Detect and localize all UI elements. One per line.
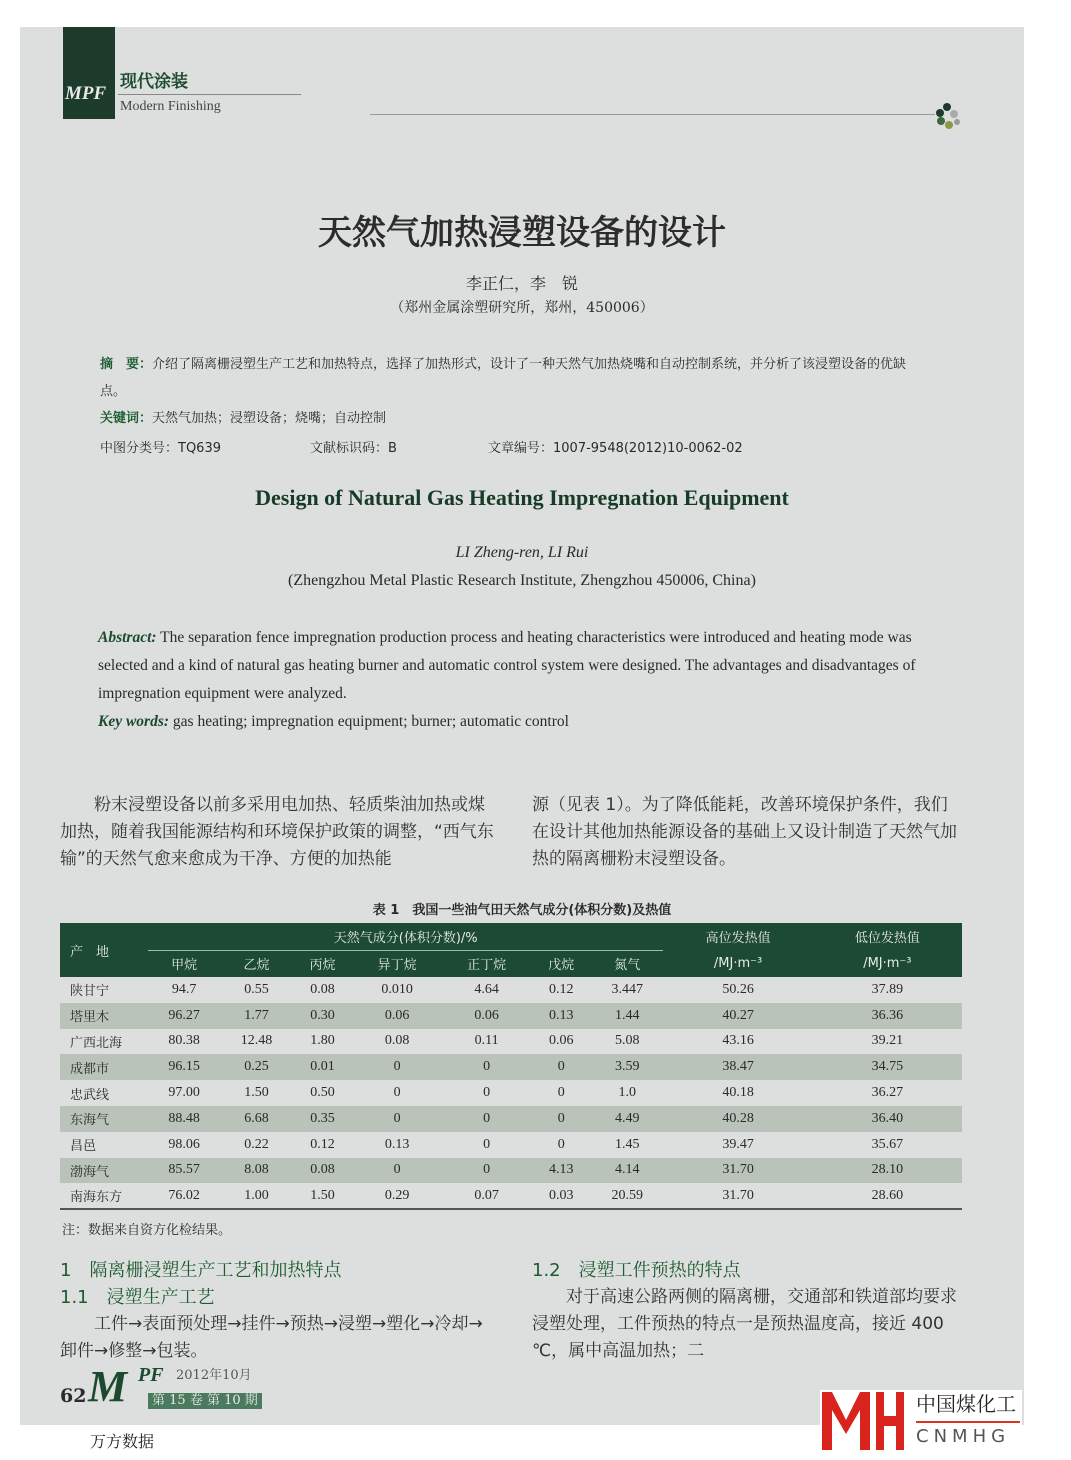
- section-1-2-heading: 1.2 浸塑工件预热的特点: [532, 1260, 741, 1281]
- table-cell: 0: [393, 1059, 401, 1075]
- table-cell: 31.70: [722, 1187, 754, 1203]
- section-1-2-text: 对于高速公路两侧的隔离栅，交通部和铁道部均要求浸塑处理，工件预热的特点一是预热温度高，接近 400 ℃，属中高温加热；二: [532, 1287, 957, 1361]
- table-cell: 0.010: [381, 981, 413, 997]
- col-component: 异丁烷: [377, 958, 417, 974]
- col-component: 丙烷: [309, 958, 336, 974]
- english-authors: LI Zheng-ren, LI Rui: [455, 544, 589, 561]
- table-row: [60, 1029, 962, 1055]
- watermark-text-en: CNMHG: [916, 1426, 1011, 1447]
- table-cell: 36.40: [871, 1110, 904, 1126]
- table-cell: 50.26: [722, 981, 754, 997]
- watermark-logo-icon: [820, 1390, 904, 1452]
- table-row: [60, 1003, 962, 1029]
- table-cell: 96.27: [168, 1007, 200, 1023]
- table-cell: 0: [483, 1085, 491, 1101]
- table-cell: 96.15: [168, 1059, 200, 1075]
- table-cell: 39.21: [871, 1033, 904, 1049]
- table-cell: 0: [393, 1085, 401, 1101]
- col-component: 甲烷: [171, 958, 198, 974]
- table-cell: 0: [393, 1162, 401, 1178]
- table-cell: 40.28: [722, 1110, 754, 1126]
- table-cell: 85.57: [168, 1162, 200, 1178]
- table-cell: 0.12: [310, 1136, 335, 1152]
- col-group-composition: 天然气成分(体积分数)/%: [148, 923, 663, 950]
- table-cell: 1.44: [615, 1007, 640, 1023]
- table-row: [60, 1054, 962, 1080]
- table-cell: 39.47: [722, 1136, 754, 1152]
- table-row: [60, 1132, 962, 1158]
- gas-composition-table: [60, 923, 962, 1210]
- table-cell: 20.59: [611, 1187, 644, 1203]
- table-cell: 38.47: [722, 1059, 754, 1075]
- table-cell: 0.29: [384, 1187, 410, 1203]
- table-cell: 0.03: [549, 1187, 574, 1203]
- table-cell: 28.10: [871, 1162, 904, 1178]
- table-cell: 4.64: [474, 981, 499, 997]
- table-cell: 0: [483, 1059, 491, 1075]
- en-abstract-text: The separation fence impregnation production process and heating characteristics were introduced and heating mode was selected and a kind of natural gas heating burner and automatic control system were designed. The advantages and disadvantages of impregnation equipment were analyzed.: [98, 629, 916, 702]
- table-cell: 40.27: [722, 1007, 754, 1023]
- table-cell: 34.75: [871, 1059, 904, 1075]
- intro-column-2: 源（见表 1）。为了降低能耗，改善环境保护条件，我们在设计其他加热能源设备的基础上又设计制造了天然气加热的隔离栅粉末浸塑设备。: [532, 795, 957, 869]
- section-1-heading: 1 隔离栅浸塑生产工艺和加热特点: [60, 1260, 342, 1281]
- table-cell: 5.08: [615, 1033, 640, 1049]
- table-cell: 0: [393, 1110, 401, 1126]
- en-abstract-label: Abstract:: [98, 629, 157, 646]
- table-cell: 97.00: [168, 1085, 200, 1101]
- cell-origin: 忠武线: [70, 1087, 110, 1103]
- cell-origin: 陕甘宁: [70, 984, 110, 1000]
- table-cell: 0.25: [244, 1059, 269, 1075]
- table-cell: 0.22: [244, 1136, 269, 1152]
- intro-column-1: 粉末浸塑设备以前多采用电加热、轻质柴油加热或煤加热，随着我国能源结构和环境保护政策的调整，“西气东输”的天然气愈来愈成为干净、方便的加热能: [60, 795, 494, 869]
- table-cell: 12.48: [240, 1033, 273, 1049]
- col-component: 正丁烷: [467, 958, 507, 974]
- table-row: [60, 1106, 962, 1132]
- table-cell: 6.68: [244, 1110, 269, 1126]
- cell-origin: 南海东方: [70, 1190, 123, 1206]
- table-cell: 1.80: [310, 1033, 335, 1049]
- source-label: 万方数据: [90, 1432, 155, 1451]
- table-cell: 8.08: [244, 1162, 269, 1178]
- footer-logo-pf: PF: [138, 1364, 164, 1386]
- table-cell: 0: [557, 1085, 565, 1101]
- table-cell: 1.00: [244, 1187, 269, 1203]
- col-origin: 产 地: [70, 944, 110, 960]
- table-cell: 0.01: [310, 1059, 335, 1075]
- table-cell: 0: [483, 1110, 491, 1126]
- english-affiliation: (Zhengzhou Metal Plastic Research Institute, Zhengzhou 450006, China): [288, 572, 756, 589]
- watermark-divider: [916, 1421, 1020, 1423]
- cell-origin: 成都市: [70, 1061, 110, 1077]
- table-cell: 3.447: [611, 981, 644, 997]
- table-cell: 0.13: [549, 1007, 574, 1023]
- article-number: 文章编号：1007-9548(2012)10-0062-02: [488, 441, 743, 456]
- table-cell: 36.36: [871, 1007, 904, 1023]
- watermark: [820, 1390, 1022, 1452]
- table-row: [60, 1158, 962, 1184]
- table-cell: 0.35: [310, 1110, 335, 1126]
- table-cell: 0.12: [549, 981, 574, 997]
- table-cell: 0.11: [474, 1033, 499, 1049]
- table-row: [60, 1080, 962, 1106]
- keywords-label: 关键词：: [100, 411, 153, 426]
- table-cell: 98.06: [168, 1136, 200, 1152]
- table-cell: 0.30: [310, 1007, 335, 1023]
- table-cell: 0: [557, 1110, 565, 1126]
- abstract-label: 摘 要：: [100, 357, 153, 372]
- section-1-1-text: 工件→表面预处理→挂件→预热→浸塑→塑化→冷却→卸件→修整→包装。: [60, 1314, 483, 1361]
- table-cell: 35.67: [871, 1136, 904, 1152]
- en-keywords-label: Key words:: [98, 713, 170, 730]
- table-cell: 1.50: [310, 1187, 335, 1203]
- col-component: 戊烷: [548, 958, 575, 974]
- table-cell: 43.16: [722, 1033, 754, 1049]
- table-cell: 0.13: [384, 1136, 410, 1152]
- journal-logo-block: [63, 27, 115, 119]
- english-abstract: [98, 624, 928, 736]
- table-cell: 0.55: [244, 981, 269, 997]
- divider: [118, 94, 301, 95]
- article-title: 天然气加热浸塑设备的设计: [318, 213, 726, 253]
- col-component: 乙烷: [243, 958, 270, 974]
- col-hhv: 高位发热值: [705, 931, 771, 946]
- issue-date: 2012年10月: [176, 1368, 252, 1383]
- col-hhv-unit: /MJ·m⁻³: [713, 956, 763, 971]
- col-lhv-unit: /MJ·m⁻³: [863, 956, 912, 971]
- table-cell: 4.49: [615, 1110, 640, 1126]
- abstract-text: 介绍了隔离栅浸塑生产工艺和加热特点，选择了加热形式，设计了一种天然气加热烧嘴和自动控制系统，并分析了该浸塑设备的优缺点。: [100, 357, 907, 399]
- journal-name-en: Modern Finishing: [120, 99, 221, 114]
- section-1-1-heading: 1.1 浸塑生产工艺: [60, 1287, 215, 1308]
- english-title: Design of Natural Gas Heating Impregnation Equipment: [255, 485, 789, 510]
- table-cell: 4.13: [549, 1162, 574, 1178]
- table-caption: 表 1 我国一些油气田天然气成分(体积分数)及热值: [372, 903, 672, 918]
- table-cell: 0.06: [384, 1007, 410, 1023]
- table-cell: 0: [483, 1162, 491, 1178]
- en-keywords-text: gas heating; impregnation equipment; burner; automatic control: [169, 713, 569, 730]
- cell-origin: 东海气: [70, 1113, 110, 1129]
- table-cell: 1.0: [618, 1085, 637, 1101]
- authors: 李正仁，李 锐: [465, 274, 578, 293]
- table-cell: 4.14: [615, 1162, 640, 1178]
- table-cell: 3.59: [615, 1059, 640, 1075]
- table-cell: 0.08: [384, 1033, 410, 1049]
- cell-origin: 渤海气: [70, 1164, 110, 1180]
- divider: [370, 114, 935, 115]
- table-cell: 0.08: [310, 1162, 335, 1178]
- table-cell: 1.77: [244, 1007, 269, 1023]
- footer-logo-m: M: [88, 1362, 128, 1411]
- table-cell: 36.27: [871, 1085, 904, 1101]
- table-row: [60, 1183, 962, 1209]
- table-cell: 0.06: [549, 1033, 574, 1049]
- table-cell: 88.48: [168, 1110, 200, 1126]
- cell-origin: 广西北海: [70, 1035, 123, 1051]
- clc-number: 中图分类号：TQ639: [100, 441, 221, 456]
- col-lhv: 低位发热值: [854, 931, 920, 946]
- keywords-text: 天然气加热；浸塑设备；烧嘴；自动控制: [152, 411, 387, 426]
- table-cell: 76.02: [168, 1187, 200, 1203]
- journal-name-cn: 现代涂装: [120, 72, 188, 92]
- table-cell: 0.50: [310, 1085, 335, 1101]
- table-cell: 37.89: [871, 981, 904, 997]
- abstract-cn: [100, 351, 930, 432]
- table-cell: 94.7: [171, 981, 197, 997]
- table-cell: 31.70: [722, 1162, 754, 1178]
- table-row: [60, 977, 962, 1003]
- journal-abbr: MPF: [65, 83, 107, 104]
- watermark-text-cn: 中国煤化工: [916, 1392, 1016, 1416]
- table-cell: 0.07: [474, 1187, 499, 1203]
- page-number: 62: [60, 1385, 87, 1407]
- table-cell: 1.50: [244, 1085, 269, 1101]
- cell-origin: 塔里木: [70, 1010, 110, 1026]
- decorative-dots-icon: [935, 102, 965, 130]
- issue-volume: 第 15 卷 第 10 期: [148, 1393, 262, 1409]
- table-cell: 0: [557, 1059, 565, 1075]
- document-code: 文献标识码：B: [310, 441, 397, 456]
- table-cell: 40.18: [722, 1085, 754, 1101]
- table-cell: 0.06: [474, 1007, 499, 1023]
- col-component: 氮气: [614, 958, 641, 974]
- cell-origin: 昌邑: [70, 1139, 97, 1155]
- table-cell: 0: [483, 1136, 491, 1152]
- table-cell: 0: [557, 1136, 565, 1152]
- table-cell: 1.45: [615, 1136, 640, 1152]
- journal-page: [20, 27, 1024, 1425]
- table-cell: 80.38: [168, 1033, 200, 1049]
- table-note: 注：数据来自资方化检结果。: [62, 1223, 232, 1238]
- table-cell: 28.60: [871, 1187, 904, 1203]
- affiliation: （郑州金属涂塑研究所，郑州，450006）: [390, 300, 654, 316]
- table-cell: 0.08: [310, 981, 335, 997]
